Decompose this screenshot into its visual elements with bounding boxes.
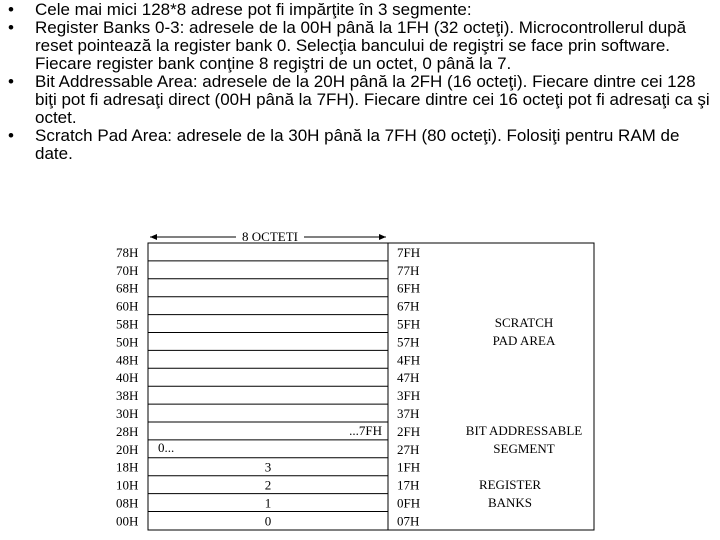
bank-number: 0 — [264, 513, 272, 529]
row-start-address: 30H — [116, 406, 139, 421]
width-label: 8 OCTETI — [242, 229, 298, 244]
scratch-label-line-2: PAD AREA — [492, 333, 556, 348]
row-end-address: 27H — [397, 441, 420, 457]
bank-number: 2 — [264, 477, 272, 493]
row-end-address: 0FH — [397, 495, 421, 511]
row-end-address: 77H — [397, 262, 420, 278]
row-end-address: 47H — [397, 370, 420, 386]
bank-number: 1 — [264, 495, 272, 511]
row-start-address: 08H — [116, 495, 139, 511]
row-end-address: 37H — [397, 406, 420, 421]
row-end-address: 57H — [397, 334, 420, 350]
bullet-dot-icon: • — [8, 126, 14, 145]
bit-range-end: ...7FH — [349, 423, 382, 438]
row-end-address: 6FH — [397, 280, 421, 296]
bank-number: 3 — [264, 459, 272, 475]
row-start-address: 00H — [116, 513, 139, 529]
row-start-address: 20H — [116, 441, 139, 457]
row-start-address: 78H — [116, 244, 139, 260]
bullet-text: Cele mai mici 128*8 adrese pot fi impărţite în 3 segmente: — [35, 0, 472, 19]
register-label-line-2: BANKS — [487, 495, 533, 510]
row-start-address: 70H — [116, 262, 139, 278]
memory-rows — [116, 245, 420, 529]
bit-label-line-2: SEGMENT — [493, 441, 555, 456]
bullet-text: Register Banks 0-3: adresele de la 00H până la 1FH (32 octeţi). Microcontrollerul după reset pointează la register bank 0. Selecţia bancului de regiştri se face prin software. Fiecare register bank conţine 8 regiştri de un octet, 0 până la 7. — [35, 18, 687, 73]
row-end-address: 4FH — [397, 352, 421, 368]
row-end-address: 67H — [397, 298, 420, 314]
row-start-address: 10H — [116, 477, 139, 493]
scratch-label-line-1: SCRATCH — [494, 315, 554, 330]
row-end-address: 7FH — [397, 244, 421, 260]
row-start-address: 68H — [116, 280, 139, 296]
row-start-address: 38H — [116, 388, 139, 404]
row-start-address: 48H — [116, 352, 139, 368]
row-end-address: 2FH — [397, 423, 421, 439]
row-start-address: 50H — [116, 334, 139, 350]
register-label-line-1: REGISTER — [478, 477, 542, 492]
arrow-left-icon — [150, 234, 157, 240]
row-start-address: 40H — [116, 370, 139, 386]
width-dimension — [150, 229, 386, 244]
row-start-address: 18H — [116, 459, 139, 475]
bit-label-line-1: BIT ADDRESSABLE — [465, 423, 583, 438]
bullet-dot-icon: • — [8, 0, 14, 19]
row-end-address: 5FH — [397, 316, 421, 332]
row-end-address: 1FH — [397, 459, 421, 475]
row-end-address: 3FH — [397, 388, 421, 404]
row-start-address: 60H — [116, 298, 139, 314]
row-start-address: 28H — [116, 423, 139, 439]
row-end-address: 17H — [397, 477, 420, 493]
bullet-text: Scratch Pad Area: adresele de la 30H până la 7FH (80 octeţi). Folosiţi pentru RAM de date. — [35, 126, 680, 163]
bit-range-start: 0... — [158, 440, 175, 455]
bullet-dot-icon: • — [8, 18, 14, 37]
row-end-address: 07H — [397, 513, 420, 529]
row-start-address: 58H — [116, 316, 139, 332]
arrow-right-icon — [379, 234, 386, 240]
bullet-dot-icon: • — [8, 72, 14, 91]
bullet-text: Bit Addressable Area: adresele de la 20H până la 2FH (16 octeţi). Fiecare dintre cei 128 biţi pot fi adresaţi direct (00H până la 7FH). Fiecare dintre cei 16 octeţi pot fi adresaţi ca şi octet. — [35, 72, 710, 127]
